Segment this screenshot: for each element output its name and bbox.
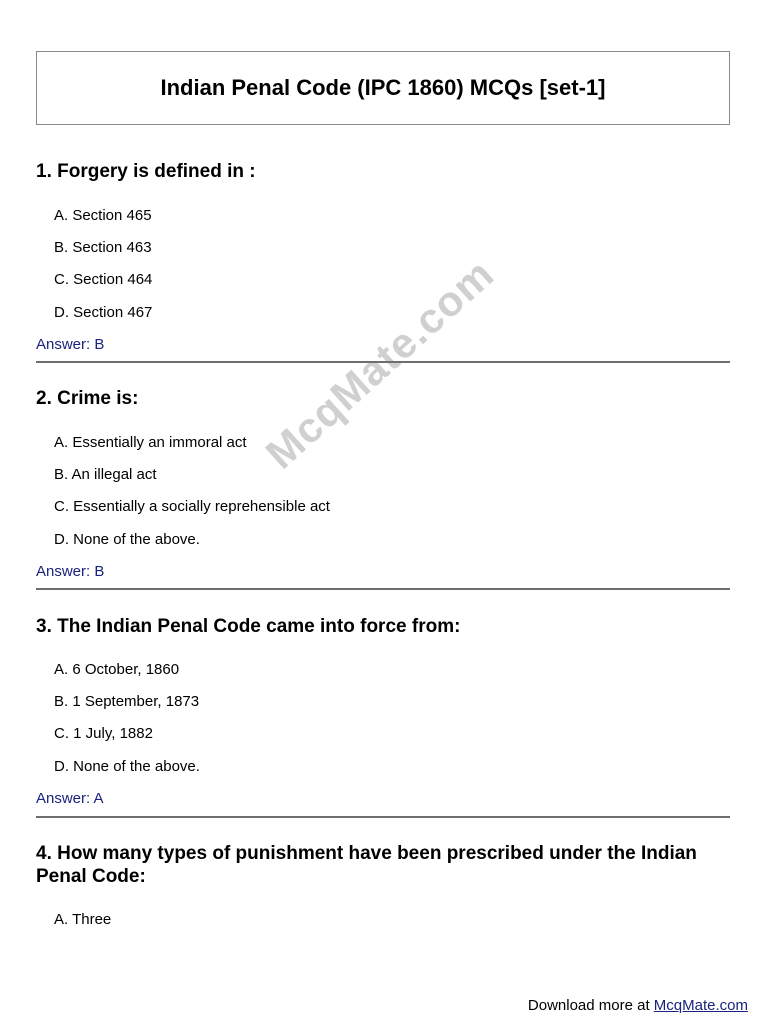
- option-c: C. 1 July, 1882: [54, 725, 153, 742]
- divider: [36, 588, 730, 590]
- option-a: A. Essentially an immoral act: [54, 434, 247, 451]
- question-4: [36, 842, 730, 928]
- question-text: 4. How many types of punishment have been prescribed under the Indian Penal Code:: [36, 843, 697, 887]
- page-title: Indian Penal Code (IPC 1860) MCQs [set-1]: [160, 75, 606, 100]
- option-c: C. Section 464: [54, 271, 153, 288]
- divider: [36, 816, 730, 818]
- option-c: C. Essentially a socially reprehensible act: [54, 498, 330, 515]
- option-a: A. Three: [54, 911, 112, 928]
- question-text: 1. Forgery is defined in :: [36, 161, 256, 182]
- title-box: [36, 51, 730, 125]
- watermark: McqMate.com: [256, 249, 503, 478]
- option-b: B. An illegal act: [54, 466, 157, 483]
- question-text: 3. The Indian Penal Code came into force from:: [36, 616, 461, 637]
- answer-text: Answer: B: [36, 563, 105, 580]
- option-d: D. None of the above.: [54, 758, 200, 775]
- question-1: [36, 160, 736, 353]
- option-a: A. Section 465: [54, 207, 152, 224]
- answer-text: Answer: B: [36, 336, 105, 353]
- option-d: D. None of the above.: [54, 531, 200, 548]
- answer-text: Answer: A: [36, 790, 104, 807]
- option-b: B. 1 September, 1873: [54, 693, 200, 710]
- question-text: 2. Crime is:: [36, 388, 139, 409]
- footer: [528, 997, 748, 1014]
- option-d: D. Section 467: [54, 304, 153, 321]
- question-2: [36, 387, 736, 580]
- option-a: A. 6 October, 1860: [54, 661, 180, 678]
- footer-link[interactable]: McqMate.com: [653, 997, 748, 1014]
- footer-prefix: Download more at: [527, 997, 654, 1014]
- divider: [36, 361, 730, 363]
- option-b: B. Section 463: [54, 239, 152, 256]
- question-3: [36, 615, 736, 807]
